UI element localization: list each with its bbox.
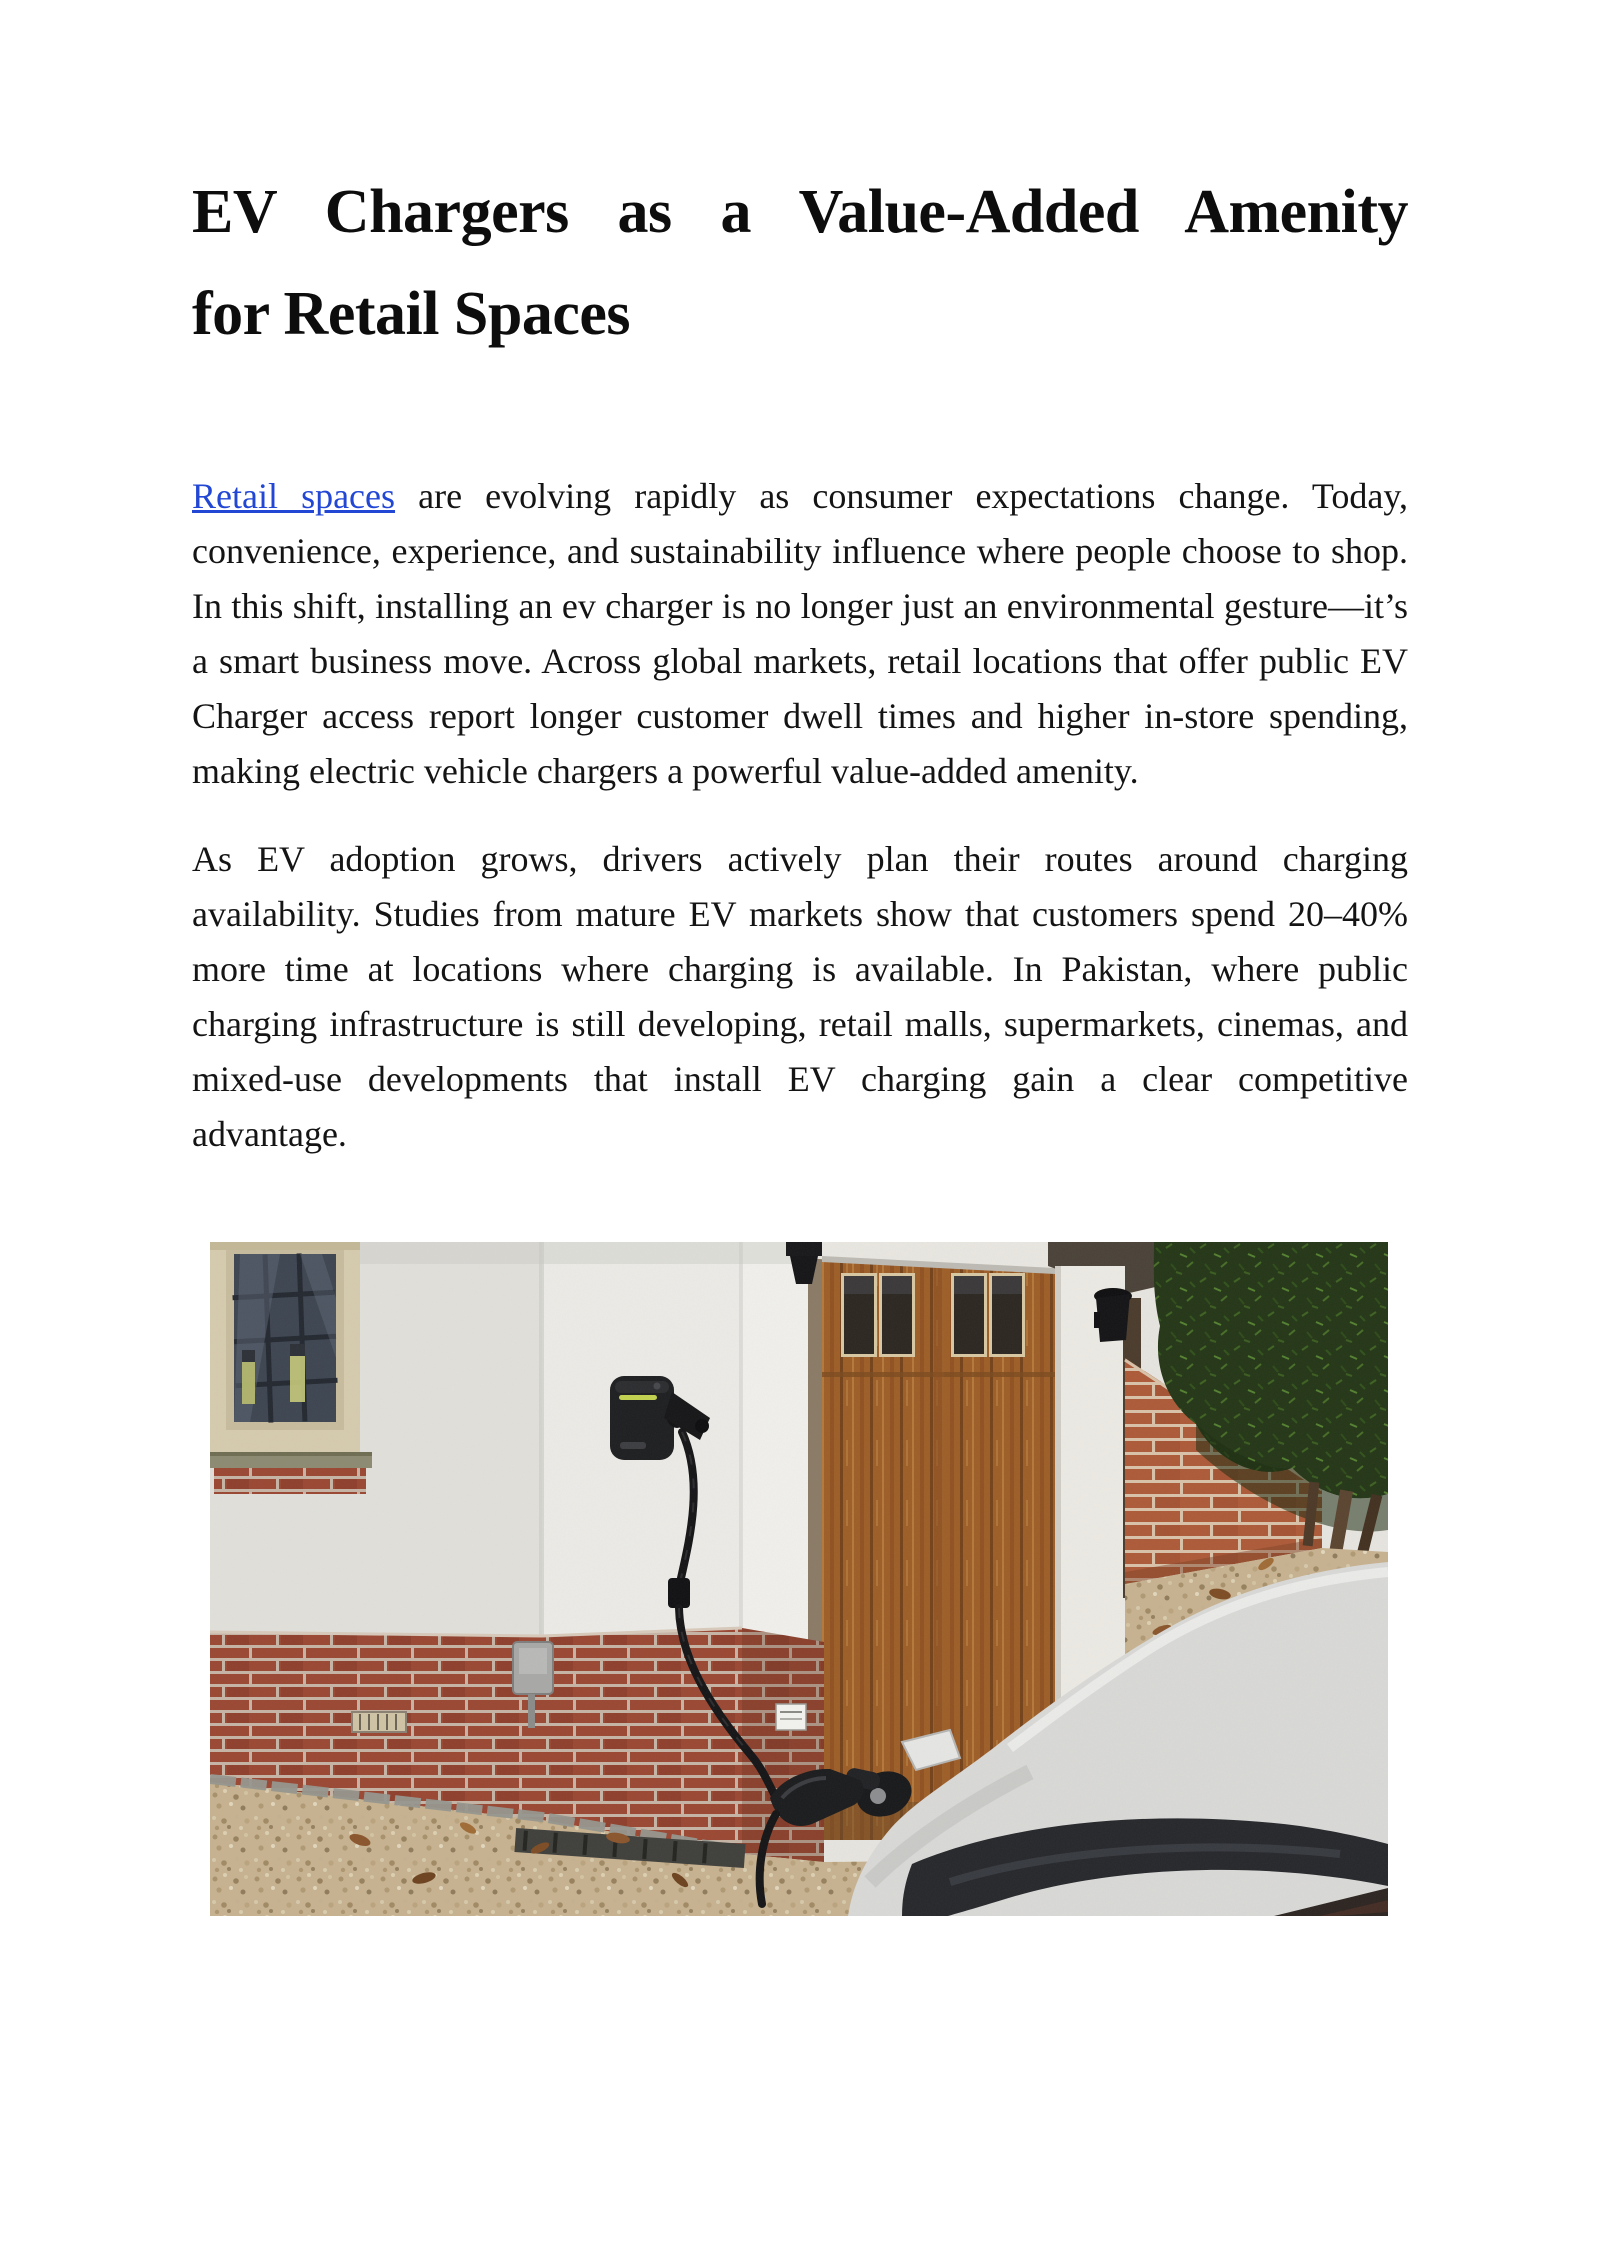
photo-grain-overlay [210,1242,1388,1916]
paragraph-1 [192,469,1408,799]
article-photo [210,1242,1388,1916]
paragraph-1-text: are evolving rapidly as consumer expectations change. Today, convenience, experience, and sustainability influence where people choose to shop. In this shift, installing an ev charger is no longer just an environmental gesture—it’s a smart business move. Across global markets, retail locations that offer public EV Charger access report longer customer dwell times and higher in-store spending, making electric vehicle chargers a powerful value-added amenity. [192,476,1408,791]
paragraph-2: As EV adoption grows, drivers actively plan their routes around charging availability. Studies from mature EV markets show that customers spend 20–40% more time at locations where charging is available. In Pakistan, where public charging infrastructure is still developing, retail malls, supermarkets, cinemas, and mixed-use developments that install EV charging gain a clear competitive advantage. [192,839,1408,1154]
page-title [192,161,1408,365]
title-line-2: for Retail Spaces [192,280,631,348]
title-line-1: EV Chargers as a Value-Added Amenity [192,178,1408,246]
retail-spaces-link[interactable]: Retail spaces [192,476,396,516]
ev-charging-scene [210,1242,1388,1916]
